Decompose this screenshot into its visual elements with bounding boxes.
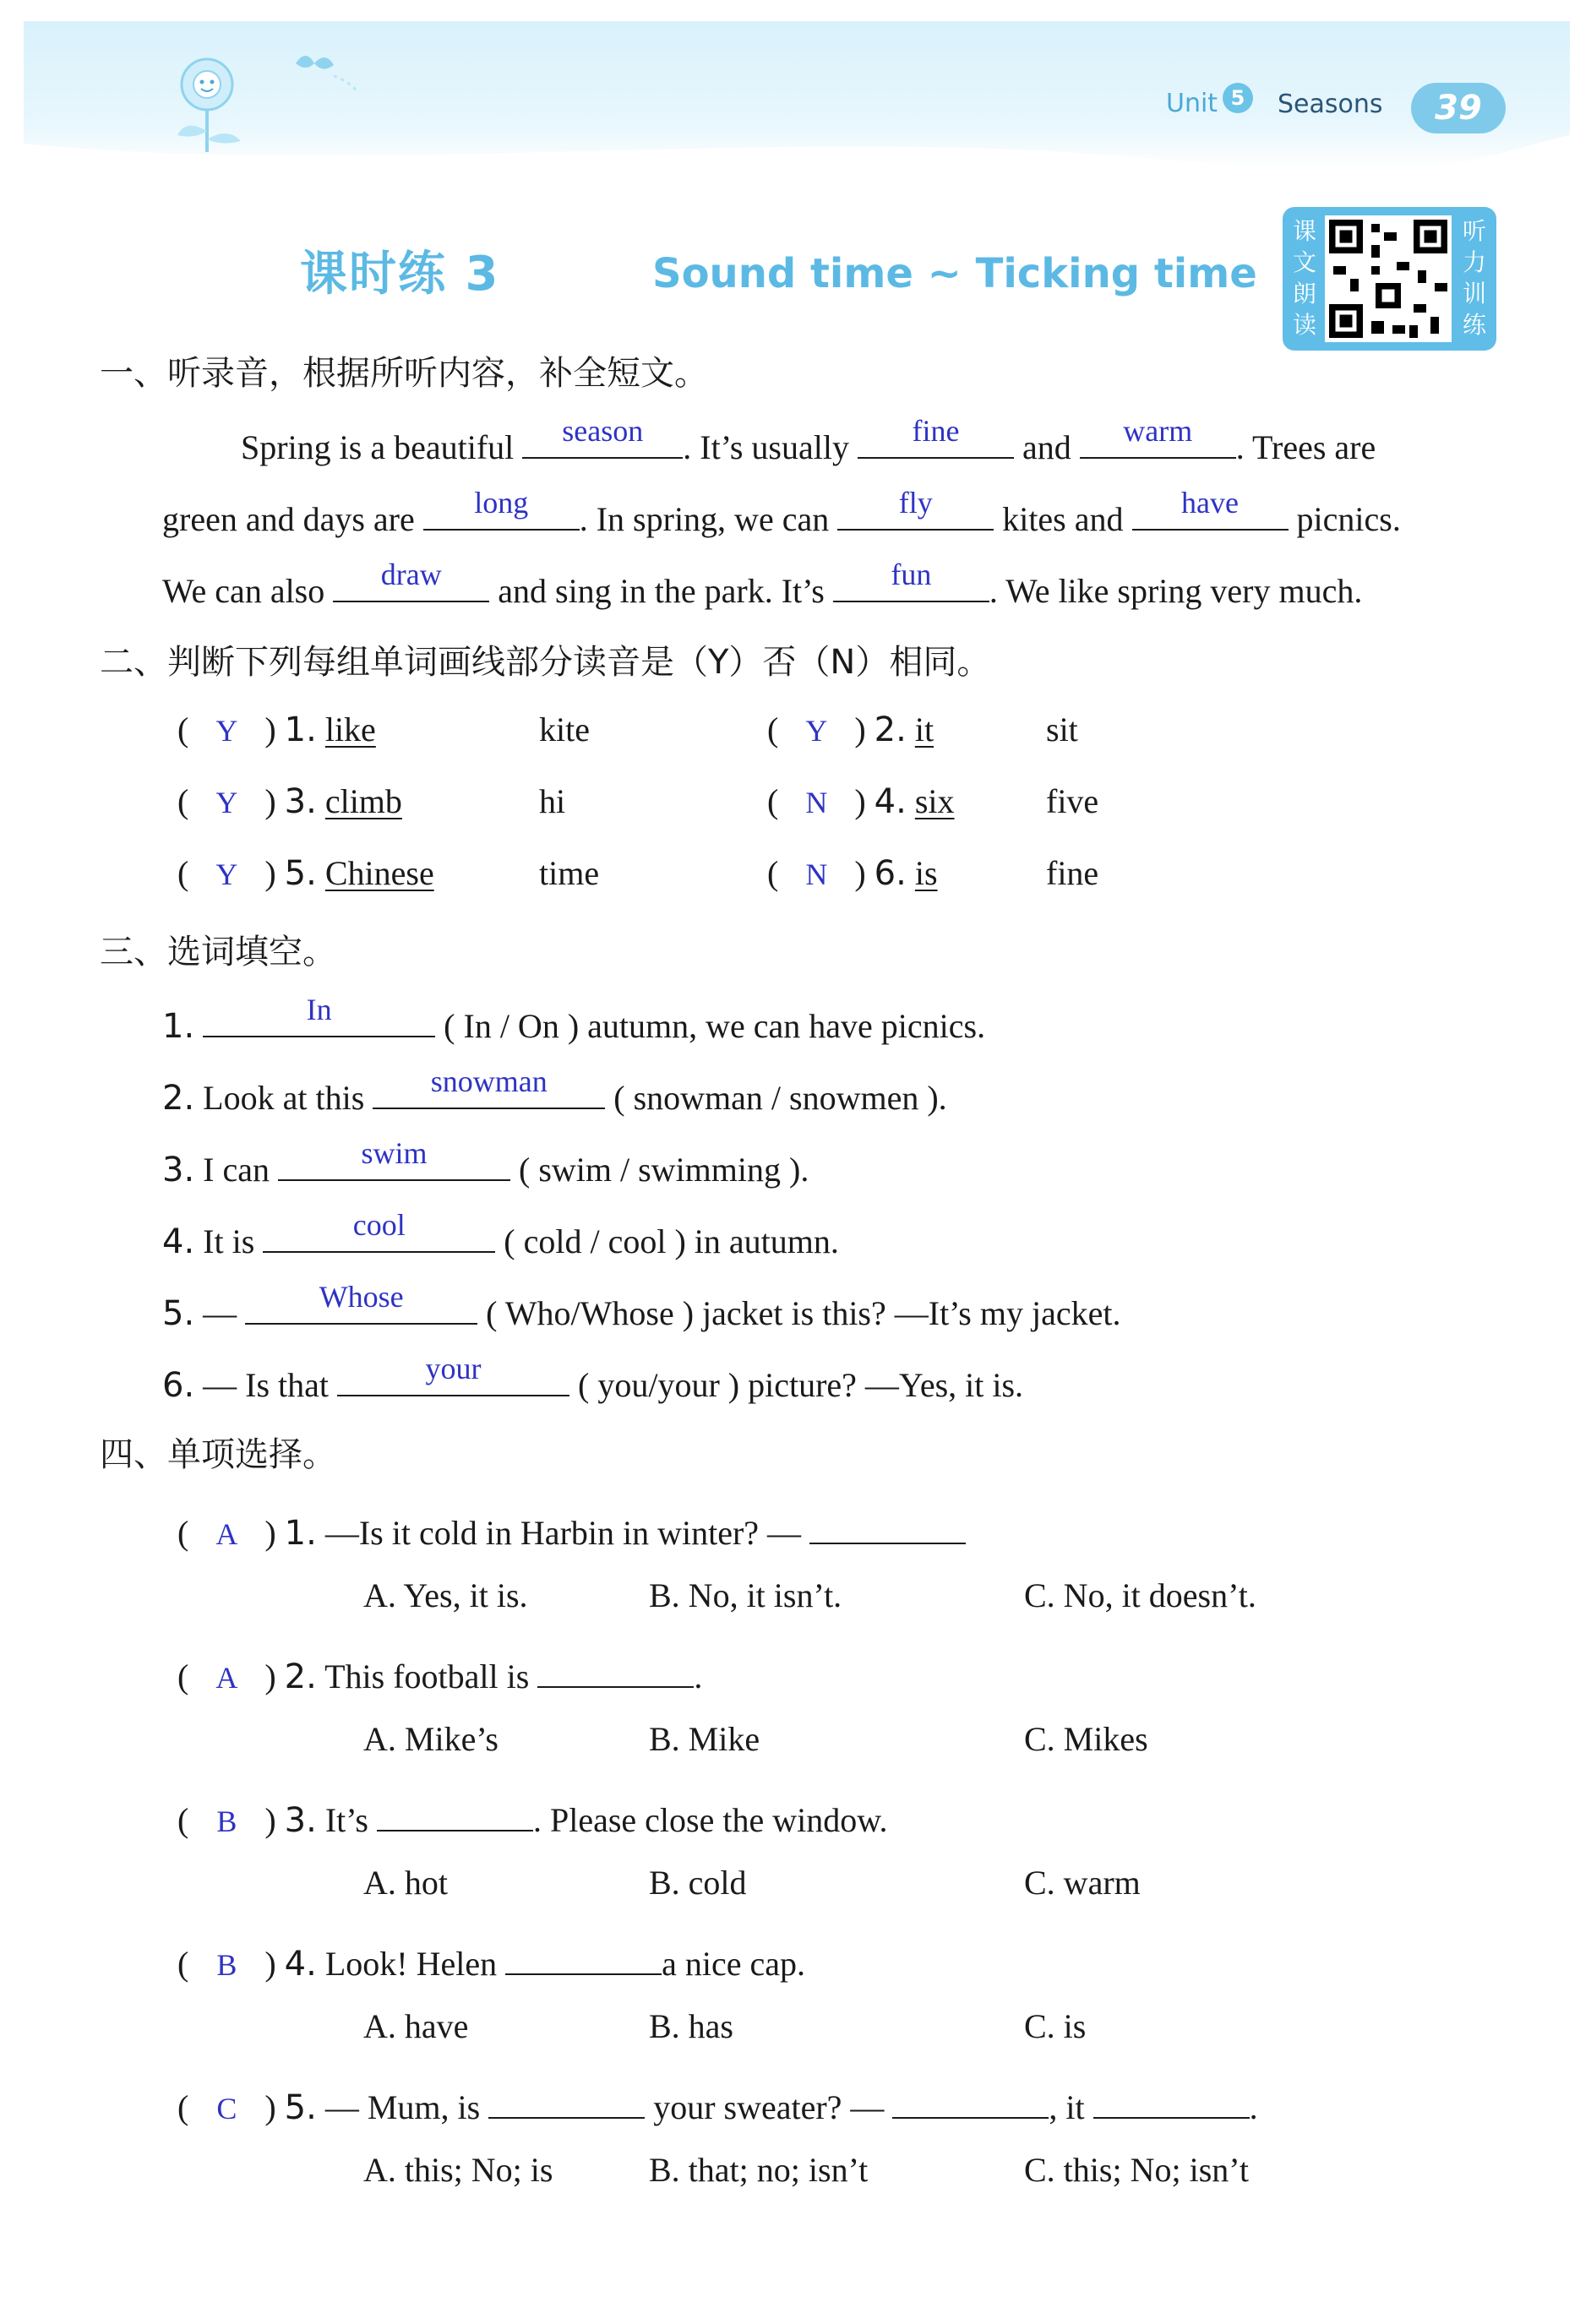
s4-question-5: ( C ) 5. — Mum, is your sweater? — , it . (177, 2078, 1258, 2127)
s2-word-6b: fine (1046, 854, 1099, 892)
s4-question-1: ( A ) 1. —Is it cold in Harbin in winter? — (177, 1504, 966, 1553)
s2-word-1b: kite (539, 710, 590, 748)
qr-left-label: 课 文 朗 读 (1292, 217, 1316, 339)
s4-q1-option-c: C. No, it doesn’t. (1024, 1576, 1256, 1614)
s4-blank-2[interactable] (537, 1647, 694, 1688)
page-number-badge: 39 (1411, 83, 1506, 133)
s4-question-2: ( A ) 2. This football is . (177, 1647, 702, 1696)
s4-blank-3[interactable] (377, 1791, 533, 1831)
s2-answer-2[interactable]: Y (805, 714, 828, 748)
s1-line2: green and days are long . In spring, we can fly kites and have picnics. (162, 486, 1401, 538)
s4-answer-4[interactable]: B (216, 1948, 237, 1982)
s2-word-4b: five (1046, 782, 1099, 820)
s4-q2-option-c: C. Mikes (1024, 1720, 1148, 1758)
qr-code-icon[interactable] (1325, 215, 1452, 342)
s4-q2-option-b: B. Mike (649, 1720, 760, 1758)
s3-item-6: 6. — Is that your ( you/your ) picture? —Yes, it is. (162, 1352, 1024, 1405)
s4-question-4: ( B ) 4. Look! Helen a nice cap. (177, 1935, 805, 1984)
s4-q5-option-a: A. this; No; is (363, 2151, 553, 2189)
s4-answer-3[interactable]: B (216, 1804, 237, 1838)
s2-answer-1[interactable]: Y (215, 714, 238, 748)
s4-q3-option-c: C. warm (1024, 1864, 1141, 1902)
s2-word-2b: sit (1046, 710, 1078, 748)
s4-answer-5[interactable]: C (216, 2092, 237, 2125)
s3-item-2: 2. Look at this snowman ( snowman / snowmen ). (162, 1064, 947, 1118)
section3-heading: 三、选词填空。 (100, 933, 336, 972)
s1-blank-2[interactable]: fine (858, 418, 1014, 459)
s4-q1-option-b: B. No, it isn’t. (649, 1576, 842, 1614)
s4-q3-option-b: B. cold (649, 1864, 747, 1902)
s4-q1-option-a: A. Yes, it is. (363, 1576, 528, 1614)
section1-heading: 一、听录音，根据所听内容，补全短文。 (100, 354, 708, 393)
s1-blank-8[interactable]: fun (833, 562, 989, 602)
s2-word-3b: hi (539, 782, 566, 820)
s1-line1: Spring is a beautiful season . It’s usually fine and warm . Trees are (241, 414, 1376, 466)
s4-blank-5b[interactable] (892, 2078, 1049, 2119)
s1-blank-3[interactable]: warm (1080, 418, 1236, 459)
s2-item-2: ( Y ) 2. it (767, 710, 934, 749)
s2-item-6: ( N ) 6. is (767, 854, 938, 893)
lesson-subtitle: Sound time ~ Ticking time (652, 250, 1257, 297)
unit-label: Unit (1166, 89, 1218, 118)
s2-answer-4[interactable]: N (805, 786, 828, 819)
s2-item-1: ( Y ) 1. like (177, 710, 376, 749)
s4-q3-option-a: A. hot (363, 1864, 448, 1902)
s1-blank-1[interactable]: season (522, 418, 683, 459)
s1-blank-6[interactable]: have (1132, 490, 1289, 531)
lesson-title: 课时练 3 (300, 247, 500, 302)
sunflower-butterfly-icon (161, 38, 363, 156)
s4-blank-5c[interactable] (1093, 2078, 1250, 2119)
unit-title: Seasons (1278, 90, 1383, 119)
s2-item-3: ( Y ) 3. climb (177, 782, 402, 821)
section2-heading: 二、判断下列每组单词画线部分读音是（Y）否（N）相同。 (100, 643, 991, 682)
s4-blank-1[interactable] (809, 1504, 966, 1544)
s3-item-4: 4. It is cool ( cold / cool ) in autumn. (162, 1208, 839, 1261)
s4-answer-2[interactable]: A (215, 1661, 238, 1695)
s3-blank-2[interactable]: snowman (373, 1069, 605, 1109)
qr-right-label: 听 力 训 练 (1462, 217, 1486, 339)
s4-q4-option-a: A. have (363, 2007, 469, 2045)
s3-blank-1[interactable]: In (203, 997, 435, 1037)
s4-question-3: ( B ) 3. It’s . Please close the window. (177, 1791, 887, 1840)
s4-q4-option-c: C. is (1024, 2007, 1087, 2045)
s3-item-1: 1. In ( In / On ) autumn, we can have picnics. (162, 993, 986, 1046)
s2-item-5: ( Y ) 5. Chinese (177, 854, 434, 893)
s2-answer-5[interactable]: Y (215, 857, 238, 891)
s3-blank-3[interactable]: swim (278, 1140, 510, 1181)
s2-word-5b: time (539, 854, 600, 892)
s1-line3: We can also draw and sing in the park. It’s fun . We like spring very much. (162, 558, 1363, 610)
s1-blank-4[interactable]: long (423, 490, 580, 531)
s3-blank-6[interactable]: your (337, 1356, 569, 1396)
s2-item-4: ( N ) 4. six (767, 782, 955, 821)
qr-code-panel[interactable] (1283, 207, 1496, 351)
s4-q2-option-a: A. Mike’s (363, 1720, 499, 1758)
s3-blank-5[interactable]: Whose (245, 1284, 477, 1325)
s2-answer-6[interactable]: N (805, 857, 828, 891)
s4-q5-option-c: C. this; No; isn’t (1024, 2151, 1249, 2189)
s3-blank-4[interactable]: cool (263, 1212, 495, 1253)
s2-answer-3[interactable]: Y (215, 786, 238, 819)
s4-blank-5a[interactable] (488, 2078, 645, 2119)
section4-heading: 四、单项选择。 (100, 1435, 336, 1474)
s1-blank-5[interactable]: fly (837, 490, 994, 531)
s3-item-5: 5. — Whose ( Who/Whose ) jacket is this? —It’s my jacket. (162, 1280, 1121, 1333)
s4-q5-option-b: B. that; no; isn’t (649, 2151, 869, 2189)
s4-q4-option-b: B. has (649, 2007, 733, 2045)
s4-answer-1[interactable]: A (215, 1517, 238, 1551)
unit-number-badge: 5 (1223, 83, 1253, 113)
s1-blank-7[interactable]: draw (333, 562, 489, 602)
s4-blank-4[interactable] (505, 1935, 662, 1975)
s3-item-3: 3. I can swim ( swim / swimming ). (162, 1136, 809, 1189)
